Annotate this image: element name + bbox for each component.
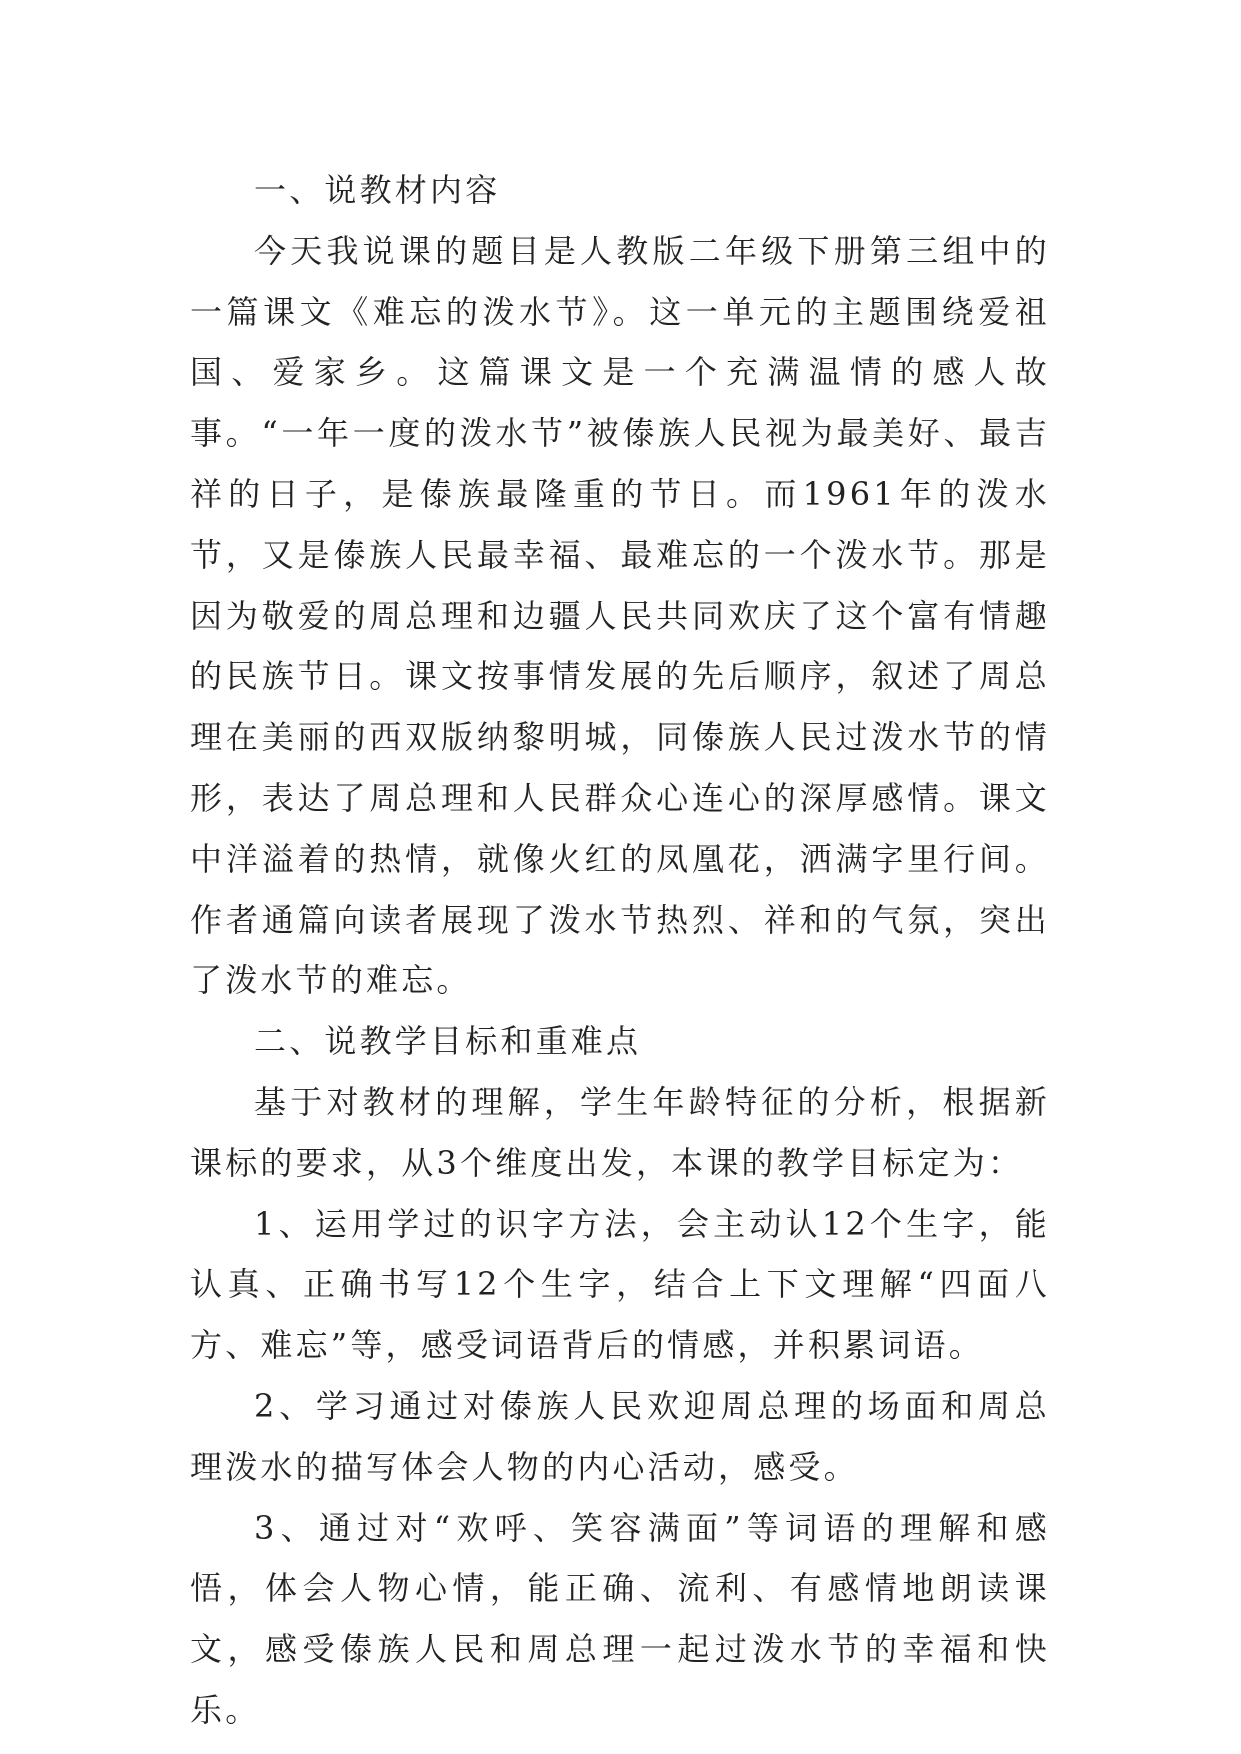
paragraph-goal-2: 2、学习通过对傣族人民欢迎周总理的场面和周总理泼水的描写体会人物的内心活动，感受。 <box>190 1386 1050 1486</box>
paragraph-goal-1: 1、运用学过的识字方法，会主动认12个生字，能认真、正确书写12个生字，结合上下文理解“四面八方、难忘”等，感受词语背后的情感，并积累词语。 <box>190 1204 1050 1365</box>
paragraph-material-description: 今天我说课的题目是人教版二年级下册第三组中的一篇课文《难忘的泼水节》。这一单元的主题围绕爱祖国、爱家乡。这篇课文是一个充满温情的感人故事。“一年一度的泼水节”被傣族人民视为最美好、最吉祥的日子，是傣族最隆重的节日。而1961年的泼水节，又是傣族人民最幸福、最难忘的一个泼水节。那是因为敬爱的周总理和边疆人民共同欢庆了这个富有情趣的民族节日。课文按事情发展的先后顺序，叙述了周总理在美丽的西双版纳黎明城，同傣族人民过泼水节的情形，表达了周总理和人民群众心连心的深厚感情。课文中洋溢着的热情，就像火红的凤凰花，洒满字里行间。作者通篇向读者展现了泼水节热烈、祥和的气氛，突出了泼水节的难忘。 <box>190 231 1050 1000</box>
paragraph-goal-3: 3、通过对“欢呼、笑容满面”等词语的理解和感悟，体会人物心情，能正确、流利、有感情地朗读课文，感受傣族人民和周总理一起过泼水节的幸福和快乐。 <box>190 1508 1050 1729</box>
paragraph-goals-intro: 基于对教材的理解，学生年龄特征的分析，根据新课标的要求，从3个维度出发，本课的教学目标定为： <box>190 1082 1050 1182</box>
section-heading-teaching-goals: 二、说教学目标和重难点 <box>254 1022 642 1061</box>
section-heading-teaching-material: 一、说教材内容 <box>254 171 501 209</box>
document-body <box>190 160 1050 1741</box>
